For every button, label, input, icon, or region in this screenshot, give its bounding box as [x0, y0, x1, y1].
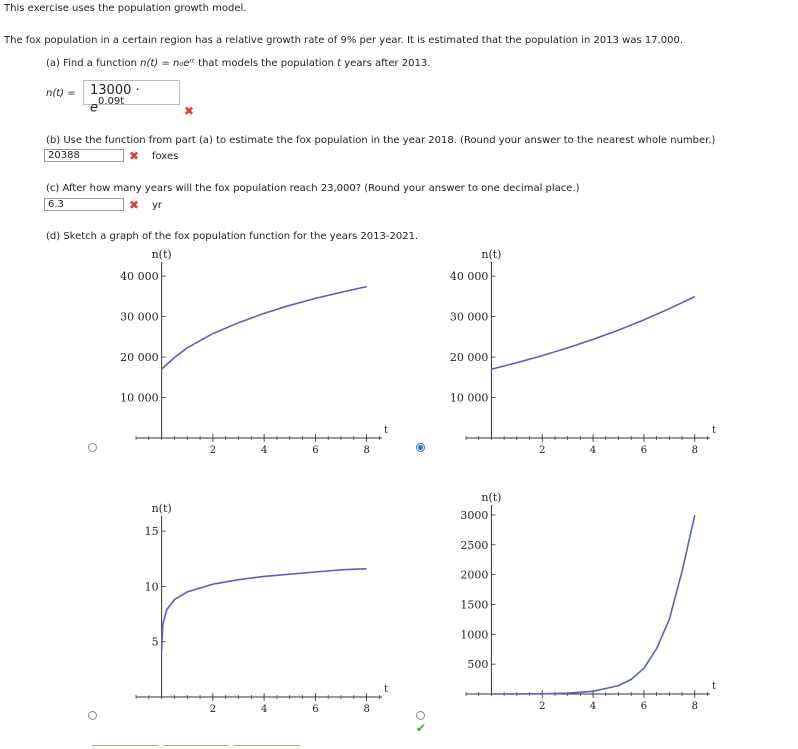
answer-base: e — [90, 100, 98, 116]
y-tick-label: 40 000 — [120, 270, 159, 284]
x-axis-label: t — [384, 684, 389, 695]
y-tick-label: 10 — [144, 580, 159, 594]
graph-option-4-radio[interactable] — [416, 711, 425, 720]
y-axis-label: n(t) — [151, 248, 172, 261]
x-tick-label: 2 — [209, 704, 217, 715]
part-c-question: (c) After how many years will the fox population reach 23,000? (Round your answer to one decimal place.) — [46, 183, 580, 194]
answer-dot: · — [135, 83, 140, 98]
bottom-button-2[interactable] — [163, 745, 229, 749]
x-tick-label: 4 — [589, 445, 597, 456]
part-a-label: n(t) = — [46, 88, 76, 99]
x-tick-label: 4 — [260, 445, 268, 456]
y-tick-label: 30 000 — [449, 310, 489, 324]
y-tick-label: 20 000 — [120, 351, 159, 365]
part-d-question: (d) Sketch a graph of the fox population function for the years 2013-2021. — [46, 231, 419, 242]
graph-option-1 — [92, 246, 392, 456]
x-tick-label: 8 — [691, 445, 698, 456]
x-axis-label: t — [712, 681, 717, 692]
population-curve — [162, 569, 367, 651]
part-a-question: (a) Find a function n(t) = n₀eʳᵗ that models the population t years after 2013. — [46, 58, 431, 69]
y-axis-label: n(t) — [481, 248, 502, 261]
bottom-button-1[interactable] — [92, 745, 158, 749]
y-tick-label: 1000 — [460, 628, 489, 642]
x-tick-label: 8 — [691, 701, 698, 712]
graph-option-3 — [92, 490, 392, 715]
population-curve — [491, 515, 694, 694]
part-c-unit: yr — [152, 200, 163, 211]
y-tick-label: 20 000 — [449, 351, 489, 365]
x-tick-label: 2 — [209, 445, 217, 456]
y-tick-label: 2000 — [460, 568, 489, 582]
part-c-answer-input[interactable]: 6.3 — [44, 198, 124, 211]
correct-check-icon: ✔ — [416, 721, 427, 735]
population-curve — [491, 297, 694, 370]
x-tick-label: 2 — [539, 445, 546, 456]
graph-option-2-radio[interactable] — [416, 443, 425, 452]
graph-option-3-radio[interactable] — [88, 711, 97, 720]
y-axis-label: n(t) — [151, 502, 172, 515]
x-tick-label: 8 — [363, 704, 370, 715]
y-axis-label: n(t) — [481, 491, 502, 504]
y-tick-label: 1500 — [460, 598, 489, 612]
answer-coefficient: 13000 — [90, 83, 132, 98]
graph-option-4 — [420, 484, 720, 714]
y-tick-label: 10 000 — [449, 391, 489, 405]
x-tick-label: 6 — [640, 701, 648, 712]
part-a-answer-box[interactable] — [83, 80, 180, 116]
x-axis-label: t — [712, 425, 717, 436]
x-tick-label: 6 — [640, 445, 648, 456]
graph-option-1-radio[interactable] — [88, 443, 97, 452]
x-axis-label: t — [384, 425, 389, 436]
answer-exponent: 0.09t — [98, 96, 125, 107]
y-tick-label: 500 — [467, 658, 489, 672]
graph-option-2 — [420, 246, 720, 456]
x-tick-label: 4 — [589, 701, 597, 712]
x-tick-label: 8 — [363, 445, 370, 456]
y-tick-label: 15 — [144, 525, 159, 539]
x-tick-label: 2 — [539, 701, 546, 712]
y-tick-label: 10 000 — [120, 391, 159, 405]
y-tick-label: 30 000 — [120, 310, 159, 324]
population-curve — [162, 287, 367, 370]
part-b-question: (b) Use the function from part (a) to estimate the fox population in the year 2018. (Round your answer to the nearest whole number.) — [46, 135, 716, 146]
y-tick-label: 3000 — [460, 508, 489, 522]
y-tick-label: 40 000 — [449, 270, 489, 284]
x-tick-label: 4 — [260, 704, 268, 715]
x-tick-label: 6 — [312, 704, 319, 715]
part-a-incorrect-icon: ✖ — [184, 104, 195, 118]
part-b-incorrect-icon: ✖ — [129, 149, 140, 163]
x-tick-label: 6 — [312, 445, 319, 456]
part-b-answer-input[interactable]: 20388 — [44, 149, 124, 162]
intro-text: This exercise uses the population growth model. — [4, 3, 247, 14]
y-tick-label: 2500 — [460, 538, 489, 552]
problem-text: The fox population in a certain region has a relative growth rate of 9% per year. It is estimated that the population in 2013 was 17,000. — [4, 35, 684, 46]
part-c-incorrect-icon: ✖ — [129, 198, 140, 212]
bottom-button-3[interactable] — [234, 745, 300, 749]
part-b-unit: foxes — [152, 151, 179, 162]
y-tick-label: 5 — [151, 635, 159, 649]
